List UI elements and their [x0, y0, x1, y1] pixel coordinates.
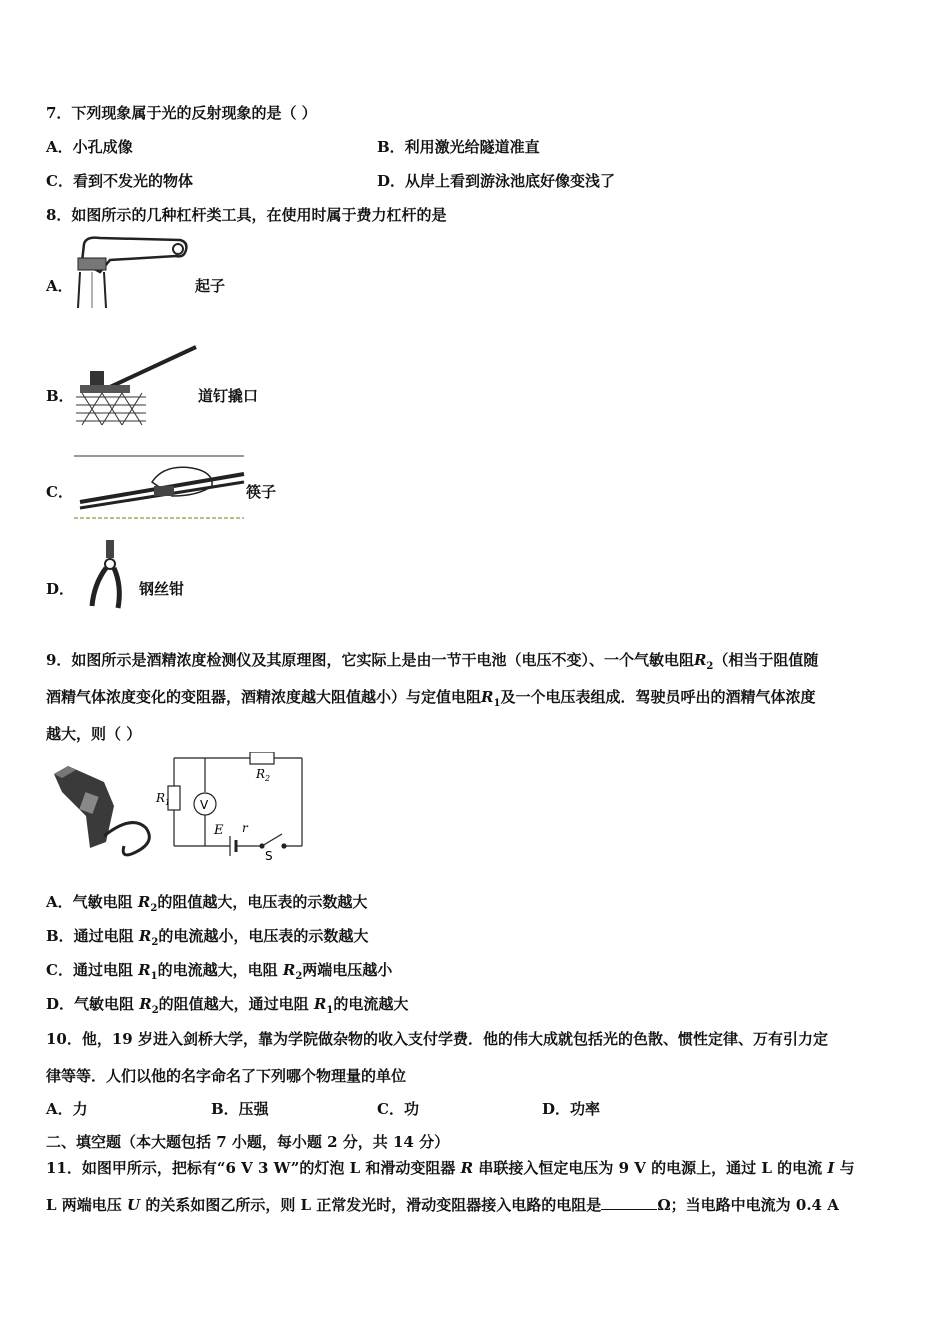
q9-option-c: C．通过电阻 $R_1$的电流越大，电阻 $R_2$两端电压越小	[46, 961, 393, 982]
q10-line-1: 10．他，19 岁进入剑桥大学，靠为学院做杂物的收入支付学费．他的伟大成就包括光的色散、惯性定律、万有引力定	[46, 1030, 828, 1048]
q8-stem: 8．如图所示的几种杠杆类工具，在使用时属于费力杠杆的是	[46, 206, 447, 224]
q7-option-c: C．看到不发光的物体	[46, 172, 193, 190]
answer-blank[interactable]	[601, 1197, 657, 1210]
circuit-label-r: r	[242, 821, 248, 835]
circuit-label-r2: $R_2$	[256, 767, 271, 783]
q9-line-1: 9．如图所示是酒精浓度检测仪及其原理图，它实际上是由一节干电池（电压不变）、一个气敏电阻$R_2$（相当于阻值随	[46, 651, 819, 672]
q11-line-1: 11．如图甲所示，把标有“6 V 3 W”的灯泡 L 和滑动变阻器 R 串联接入恒定电压为 9 V 的电源上，通过 L 的电流 I 与	[46, 1159, 855, 1177]
q8-option-c-label: C．	[46, 483, 73, 501]
bottle-opener-figure	[70, 232, 190, 310]
q7-option-a: A．小孔成像	[46, 138, 133, 156]
q8-option-d-label: D．	[46, 580, 75, 598]
q9-option-a: A．气敏电阻 $R_2$的阻值越大，电压表的示数越大	[46, 893, 368, 914]
circuit-diagram	[150, 752, 310, 864]
voltmeter-symbol: V	[200, 798, 209, 812]
q8-option-c-caption: 筷子	[246, 483, 277, 501]
pliers-figure	[84, 536, 134, 610]
q7-option-d: D．从岸上看到游泳池底好像变浅了	[377, 172, 616, 190]
circuit-label-r1: $R_1$	[156, 791, 171, 807]
q7-stem: 7．下列现象属于光的反射现象的是（ ）	[46, 104, 317, 122]
rail-spike-lever-figure	[72, 343, 200, 428]
q7-option-b: B．利用激光给隧道准直	[377, 138, 540, 156]
q10-line-2: 律等等．人们以他的名字命名了下列哪个物理量的单位	[46, 1067, 407, 1085]
q9-option-d: D．气敏电阻 $R_2$的阻值越大，通过电阻 $R_1$的电流越大	[46, 995, 409, 1016]
q9-option-b: B．通过电阻 $R_2$的电流越小，电压表的示数越大	[46, 927, 369, 948]
q8-option-b-label: B．	[46, 387, 74, 405]
q10-option-a: A．力	[46, 1100, 88, 1118]
q9-line-2: 酒精气体浓度变化的变阻器，酒精浓度越大阻值越小）与定值电阻$R_1$及一个电压表组成．驾驶员呼出的酒精气体浓度	[46, 688, 816, 709]
circuit-label-s: S	[265, 849, 273, 863]
q9-line-3: 越大，则（ ）	[46, 725, 142, 743]
q8-option-a-caption: 起子	[195, 277, 226, 295]
q8-option-d-caption: 钢丝钳	[139, 580, 185, 598]
q10-option-b: B．压强	[211, 1100, 269, 1118]
section-2-heading: 二、填空题（本大题包括 7 小题，每小题 2 分，共 14 分）	[46, 1133, 450, 1151]
q10-option-c: C．功	[377, 1100, 419, 1118]
q10-option-d: D．功率	[542, 1100, 601, 1118]
q8-option-a-label: A．	[46, 277, 73, 295]
circuit-label-e: E	[214, 823, 224, 838]
chopsticks-figure	[72, 452, 248, 524]
breathalyzer-photo	[46, 756, 156, 864]
q11-line-2: L 两端电压 U 的关系如图乙所示，则 L 正常发光时，滑动变阻器接入电路的电阻是 Ω；当电路中电流为 0.4 A	[46, 1196, 839, 1214]
q8-option-b-caption: 道钉撬口	[198, 387, 259, 405]
